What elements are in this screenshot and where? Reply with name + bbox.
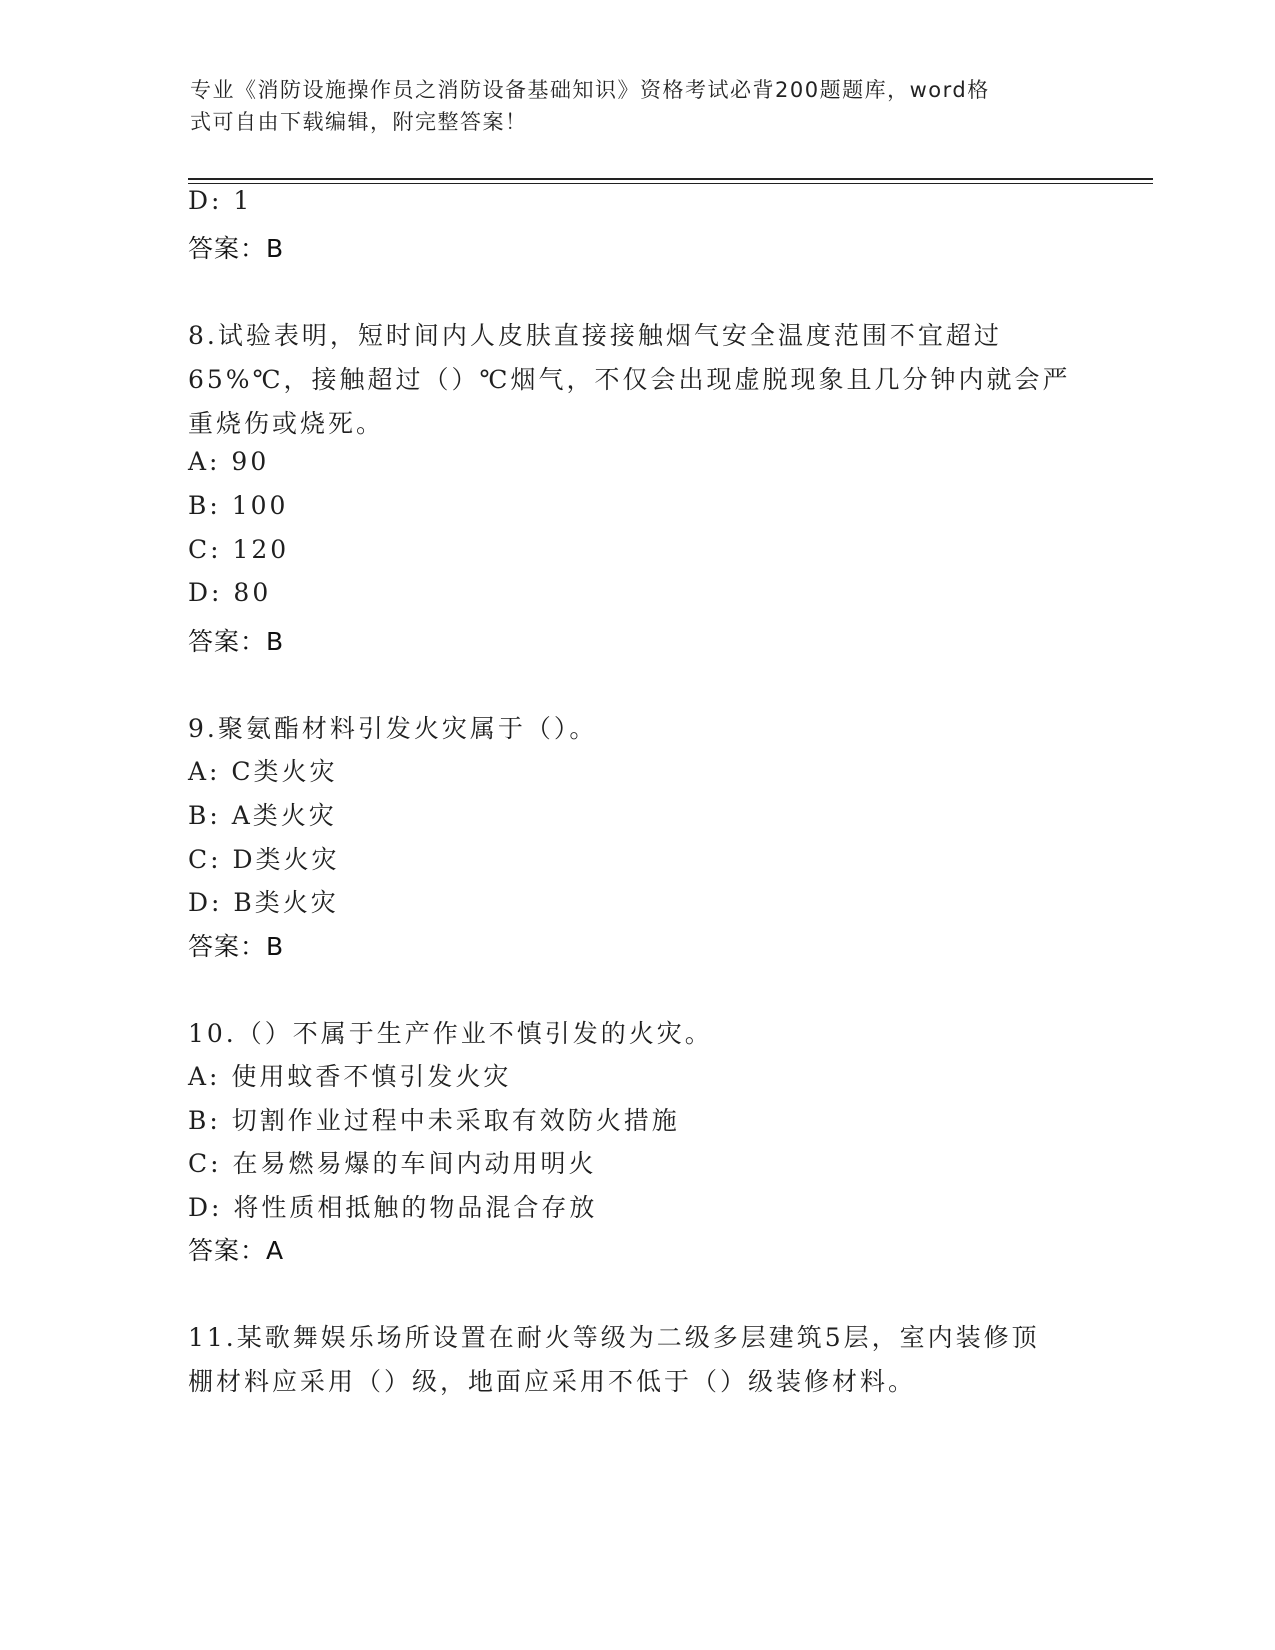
q8-option-b: B: 100 <box>188 491 289 520</box>
q8-answer: 答案：B <box>188 627 285 656</box>
q10-option-c: C: 在易燃易爆的车间内动用明火 <box>188 1149 597 1178</box>
q9-option-a: A: C类火灾 <box>188 757 338 786</box>
q8-stem-line-1: 8.试验表明，短时间内人皮肤直接接触烟气安全温度范围不宜超过 <box>188 321 1002 350</box>
q11-stem-line-2: 棚材料应采用（）级，地面应采用不低于（）级装修材料。 <box>188 1367 917 1396</box>
q9-option-c: C: D类火灾 <box>188 845 340 874</box>
header-line-2: 式可自由下载编辑，附完整答案！ <box>190 110 528 134</box>
header-divider-thick <box>188 178 1153 180</box>
q11-stem-line-1: 11.某歌舞娱乐场所设置在耐火等级为二级多层建筑5层，室内装修顶 <box>188 1323 1040 1352</box>
q10-option-d: D: 将性质相抵触的物品混合存放 <box>188 1193 598 1222</box>
q9-answer: 答案：B <box>188 932 285 961</box>
q10-option-a: A: 使用蚊香不慎引发火灾 <box>188 1062 512 1091</box>
q9-option-b: B: A类火灾 <box>188 801 337 830</box>
q8-stem-line-3: 重烧伤或烧死。 <box>188 409 385 438</box>
document-header <box>190 74 1070 138</box>
q10-stem: 10.（）不属于生产作业不慎引发的火灾。 <box>188 1019 713 1048</box>
q8-option-c: C: 120 <box>188 535 290 564</box>
q10-option-b: B: 切割作业过程中未采取有效防火措施 <box>188 1106 680 1135</box>
header-divider-thin <box>188 183 1153 184</box>
q8-stem-line-2: 65%℃，接触超过（）℃烟气，不仅会出现虚脱现象且几分钟内就会严 <box>188 365 1071 394</box>
header-line-1: 专业《消防设施操作员之消防设备基础知识》资格考试必背200题题库，word格 <box>190 78 990 102</box>
q9-stem: 9.聚氨酯材料引发火灾属于（）。 <box>188 714 598 743</box>
q8-option-d: D: 80 <box>188 578 272 607</box>
q7-answer: 答案：B <box>188 234 285 263</box>
q8-option-a: A: 90 <box>188 447 270 476</box>
q7-option-d: D: 1 <box>188 186 253 215</box>
q10-answer: 答案：A <box>188 1236 285 1265</box>
q9-option-d: D: B类火灾 <box>188 888 339 917</box>
